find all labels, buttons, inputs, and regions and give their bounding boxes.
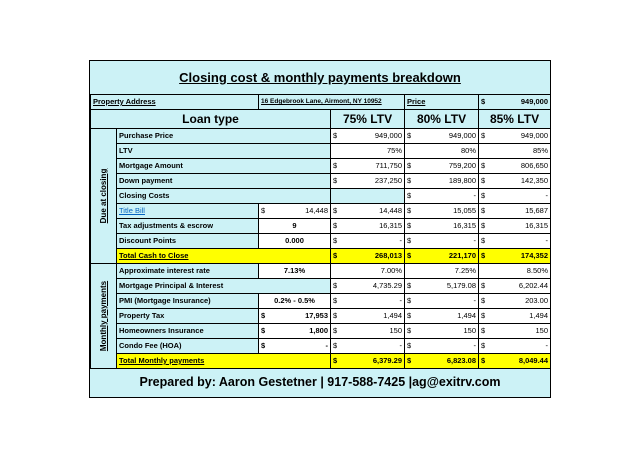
cell: $ 189,800	[405, 174, 479, 189]
cell: $ -	[331, 294, 405, 309]
cell: 75%	[331, 144, 405, 159]
discount-points-input[interactable]: 0.000	[259, 234, 331, 249]
total-monthly-label: Total Monthly payments	[117, 354, 331, 369]
table-row	[91, 324, 551, 339]
cell: $ -	[331, 339, 405, 354]
cell: $ 949,000	[479, 129, 551, 144]
cell: $ -	[479, 189, 551, 204]
cell: $ -	[405, 189, 479, 204]
table-row	[91, 294, 551, 309]
prepared-by-footer: Prepared by: Aaron Gestetner | 917-588-7425 |ag@exitrv.com	[139, 375, 501, 389]
cell: $ 6,823.08	[405, 354, 479, 369]
property-row	[91, 95, 551, 110]
row-label: Homeowners Insurance	[117, 324, 259, 339]
ltv85-header: 85% LTV	[479, 110, 551, 129]
cell: $ 268,013	[331, 249, 405, 264]
title-bill-input[interactable]: $ 14,448	[259, 204, 331, 219]
table-row	[91, 189, 551, 204]
cell	[331, 189, 405, 204]
property-address-value: 16 Edgebrook Lane, Airmont, NY 10952	[259, 95, 405, 110]
cell: 8.50%	[479, 264, 551, 279]
cell: $ 174,352	[479, 249, 551, 264]
cell: 7.00%	[331, 264, 405, 279]
cell: $ -	[405, 234, 479, 249]
home-insurance-input[interactable]: $ 1,800	[259, 324, 331, 339]
cell: 7.25%	[405, 264, 479, 279]
ltv75-header: 75% LTV	[331, 110, 405, 129]
row-label: Condo Fee (HOA)	[117, 339, 259, 354]
cell: $ 142,350	[479, 174, 551, 189]
table-row	[91, 204, 551, 219]
cell: $ 5,179.08	[405, 279, 479, 294]
cell: $ 221,170	[405, 249, 479, 264]
tax-adj-input[interactable]: 9	[259, 219, 331, 234]
section-monthly-payments: Monthly payments	[91, 264, 117, 369]
cell: $ -	[479, 339, 551, 354]
table-row	[91, 174, 551, 189]
cell: $ 1,494	[405, 309, 479, 324]
row-label: Approximate interest rate	[117, 264, 259, 279]
cell: $ 15,055	[405, 204, 479, 219]
cell: $ 16,315	[479, 219, 551, 234]
row-label: Closing Costs	[117, 189, 331, 204]
row-label: Discount Points	[117, 234, 259, 249]
cell: $ -	[331, 234, 405, 249]
cell: $ 6,379.29	[331, 354, 405, 369]
interest-rate-input[interactable]: 7.13%	[259, 264, 331, 279]
property-address-label: Property Address	[91, 95, 259, 110]
breakdown-table	[90, 94, 551, 369]
row-label: Purchase Price	[117, 129, 331, 144]
table-row	[91, 264, 551, 279]
row-label: Down payment	[117, 174, 331, 189]
title-box	[90, 61, 550, 95]
table-row	[91, 339, 551, 354]
table-row	[91, 144, 551, 159]
price-value-cell	[479, 95, 551, 110]
title-bill-link[interactable]: Title Bill	[117, 204, 259, 219]
table-row	[91, 234, 551, 249]
cell: $ 1,494	[479, 309, 551, 324]
section-due-at-closing: Due at closing	[91, 129, 117, 264]
cell: $ 14,448	[331, 204, 405, 219]
condo-fee-input[interactable]: $ -	[259, 339, 331, 354]
cell: $ -	[479, 234, 551, 249]
cell: $ 6,202.44	[479, 279, 551, 294]
cell: $ 16,315	[405, 219, 479, 234]
cell: $ 150	[331, 324, 405, 339]
cell: $ 15,687	[479, 204, 551, 219]
row-label: Mortgage Principal & Interest	[117, 279, 331, 294]
header-row	[91, 110, 551, 129]
total-cash-row	[91, 249, 551, 264]
breakdown-sheet	[89, 60, 551, 398]
cell: $ 4,735.29	[331, 279, 405, 294]
cell: $ 949,000	[405, 129, 479, 144]
property-tax-input[interactable]: $ 17,953	[259, 309, 331, 324]
cell: $ 150	[405, 324, 479, 339]
sheet-title: Closing cost & monthly payments breakdown	[179, 70, 461, 85]
cell: $ 150	[479, 324, 551, 339]
cell: 80%	[405, 144, 479, 159]
table-row	[91, 309, 551, 324]
table-row	[91, 129, 551, 144]
cell: $ 949,000	[331, 129, 405, 144]
row-label: Tax adjustments & escrow	[117, 219, 259, 234]
cell: $ 237,250	[331, 174, 405, 189]
total-cash-label: Total Cash to Close	[117, 249, 331, 264]
price-label: Price	[405, 95, 479, 110]
cell: $ 1,494	[331, 309, 405, 324]
loan-type-header: Loan type	[91, 110, 331, 129]
cell: $ 759,200	[405, 159, 479, 174]
cell: $ -	[405, 339, 479, 354]
row-label: PMI (Mortgage Insurance)	[117, 294, 259, 309]
ltv80-header: 80% LTV	[405, 110, 479, 129]
cell: $ 16,315	[331, 219, 405, 234]
pmi-input[interactable]: 0.2% - 0.5%	[259, 294, 331, 309]
row-label: Property Tax	[117, 309, 259, 324]
price-value: 949,000	[520, 97, 549, 106]
row-label: Mortgage Amount	[117, 159, 331, 174]
cell: $ 203.00	[479, 294, 551, 309]
table-row	[91, 159, 551, 174]
row-label: LTV	[117, 144, 331, 159]
cell: $ 806,650	[479, 159, 551, 174]
cell: 85%	[479, 144, 551, 159]
table-row	[91, 279, 551, 294]
cell: $ 8,049.44	[479, 354, 551, 369]
table-row	[91, 219, 551, 234]
cell: $ -	[405, 294, 479, 309]
cell: $ 711,750	[331, 159, 405, 174]
price-currency: $	[481, 97, 486, 106]
